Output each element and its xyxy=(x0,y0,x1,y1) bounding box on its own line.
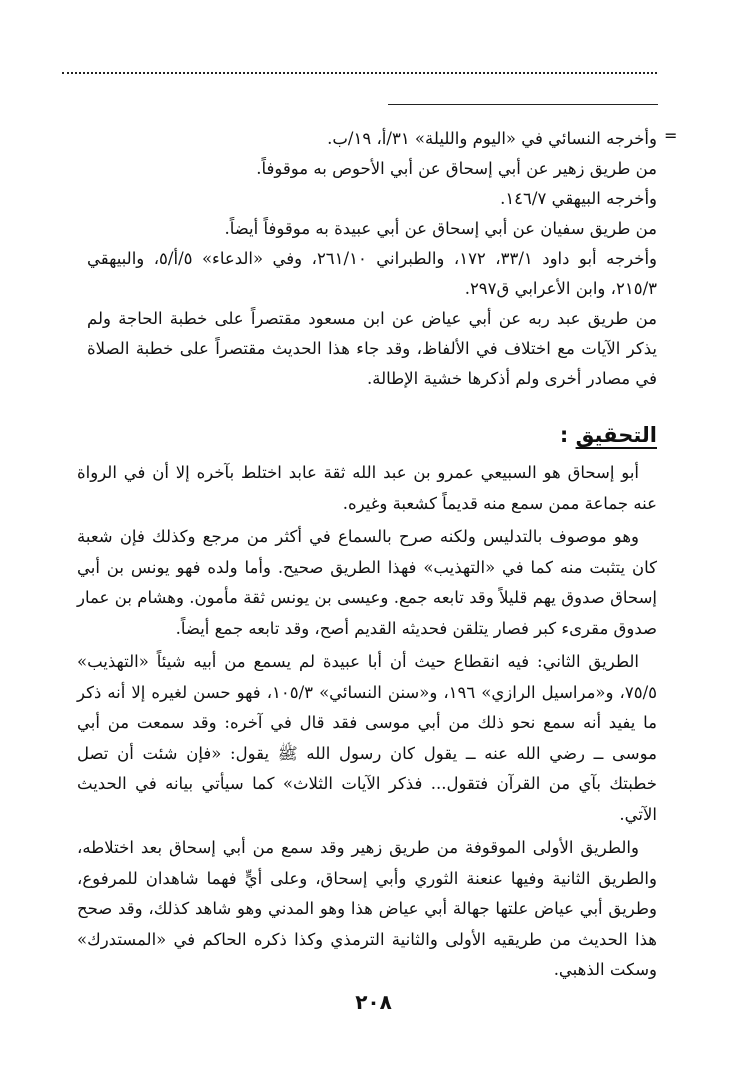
page-number: ٢٠٨ xyxy=(355,990,392,1014)
footnote-separator xyxy=(388,104,658,105)
footnote-line: وأخرجه أبو داود ٣٣/١، ١٧٢، والطبراني ٢٦١/١٠، وفي «الدعاء» ٥/أ/٥، والبيهقي ٢١٥/٣، وابن الأعرابي ق٢٩٧. xyxy=(87,249,657,298)
heading-title: التحقيق xyxy=(575,423,657,447)
body-paragraph: والطريق الأولى الموقوفة من طريق زهير وقد سمع من أبي إسحاق بعد اختلاطه، والطريق الثانية وفيها عنعنة الثوري وأبي إسحاق، وعلى أيٍّ فهما شاهدان للمرفوع، وطريق أبي عياض علتها جهالة أبي عياض هذا وهو المدني وهو شاهد كذلك، وقد صحح هذا الحديث من طريقيه الأولى والثانية الترمذي وكذا ذكره الحاكم في «المستدرك» وسكت الذهبي. xyxy=(77,838,657,979)
heading-colon: : xyxy=(559,423,569,447)
footnote-line: من طريق زهير عن أبي إسحاق عن أبي الأحوص به موقوفاً. xyxy=(256,159,657,178)
footnotes-block xyxy=(87,124,657,394)
continuation-marker: = xyxy=(664,126,678,145)
footnote-line: وأخرجه البيهقي ١٤٦/٧. xyxy=(500,189,657,208)
footnote-line: من طريق عبد ربه عن أبي عياض عن ابن مسعود مقتصراً على خطبة الحاجة ولم يذكر الآيات مع اختلاف في الألفاظ، وقد جاء هذا الحديث مقتصراً على خطبة الصلاة في مصادر أخرى ولم أذكرها خشية الإطالة. xyxy=(87,309,657,388)
section-heading xyxy=(560,420,657,450)
footnote-line: وأخرجه النسائي في «اليوم والليلة» ٣١/أ، ١٩/ب. xyxy=(327,129,657,148)
body-paragraph: وهو موصوف بالتدليس ولكنه صرح بالسماع في أكثر من مرجع وكذلك فإن شعبة كان يتثبت منه كما في «التهذيب» فهذا الطريق صحيح. وأما ولده فهو يونس بن أبي إسحاق صدوق يهم قليلاً وقد تابعه جمع. وعيسى بن يونس ثقة مأمون. وهشام بن عمار صدوق مقرىء كبر فصار يتلقن فحديثه القديم أصح، وقد تابعه جمع أيضاً. xyxy=(77,527,657,638)
footnote-line: من طريق سفيان عن أبي إسحاق عن أبي عبيدة به موقوفاً أيضاً. xyxy=(224,219,657,238)
body-paragraph: الطريق الثاني: فيه انقطاع حيث أن أبا عبيدة لم يسمع من أبيه شيئاً «التهذيب» ٧٥/٥، و«مراسيل الرازي» ١٩٦، و«سنن النسائي» ١٠٥/٣، فهو حسن لغيره إلا أنه ذكر ما يفيد أنه سمع نحو ذلك من أبي موسى فقد قال في آخره: وقد سمعت من أبي موسى ــ رضي الله عنه ــ يقول كان رسول الله ﷺ يقول: «فإن شئت أن تصل خطبتك بآي من القرآن فتقول... فذكر الآيات الثلاث» كما سيأتي بيانه في الحديث الآتي. xyxy=(77,652,657,824)
body-text xyxy=(77,458,657,989)
body-paragraph: أبو إسحاق هو السبيعي عمرو بن عبد الله ثقة عابد اختلط بآخره إلا أن في الرواة عنه جماعة ممن سمع منه قديماً كشعبة وغيره. xyxy=(77,463,657,513)
dotted-separator xyxy=(62,72,657,74)
